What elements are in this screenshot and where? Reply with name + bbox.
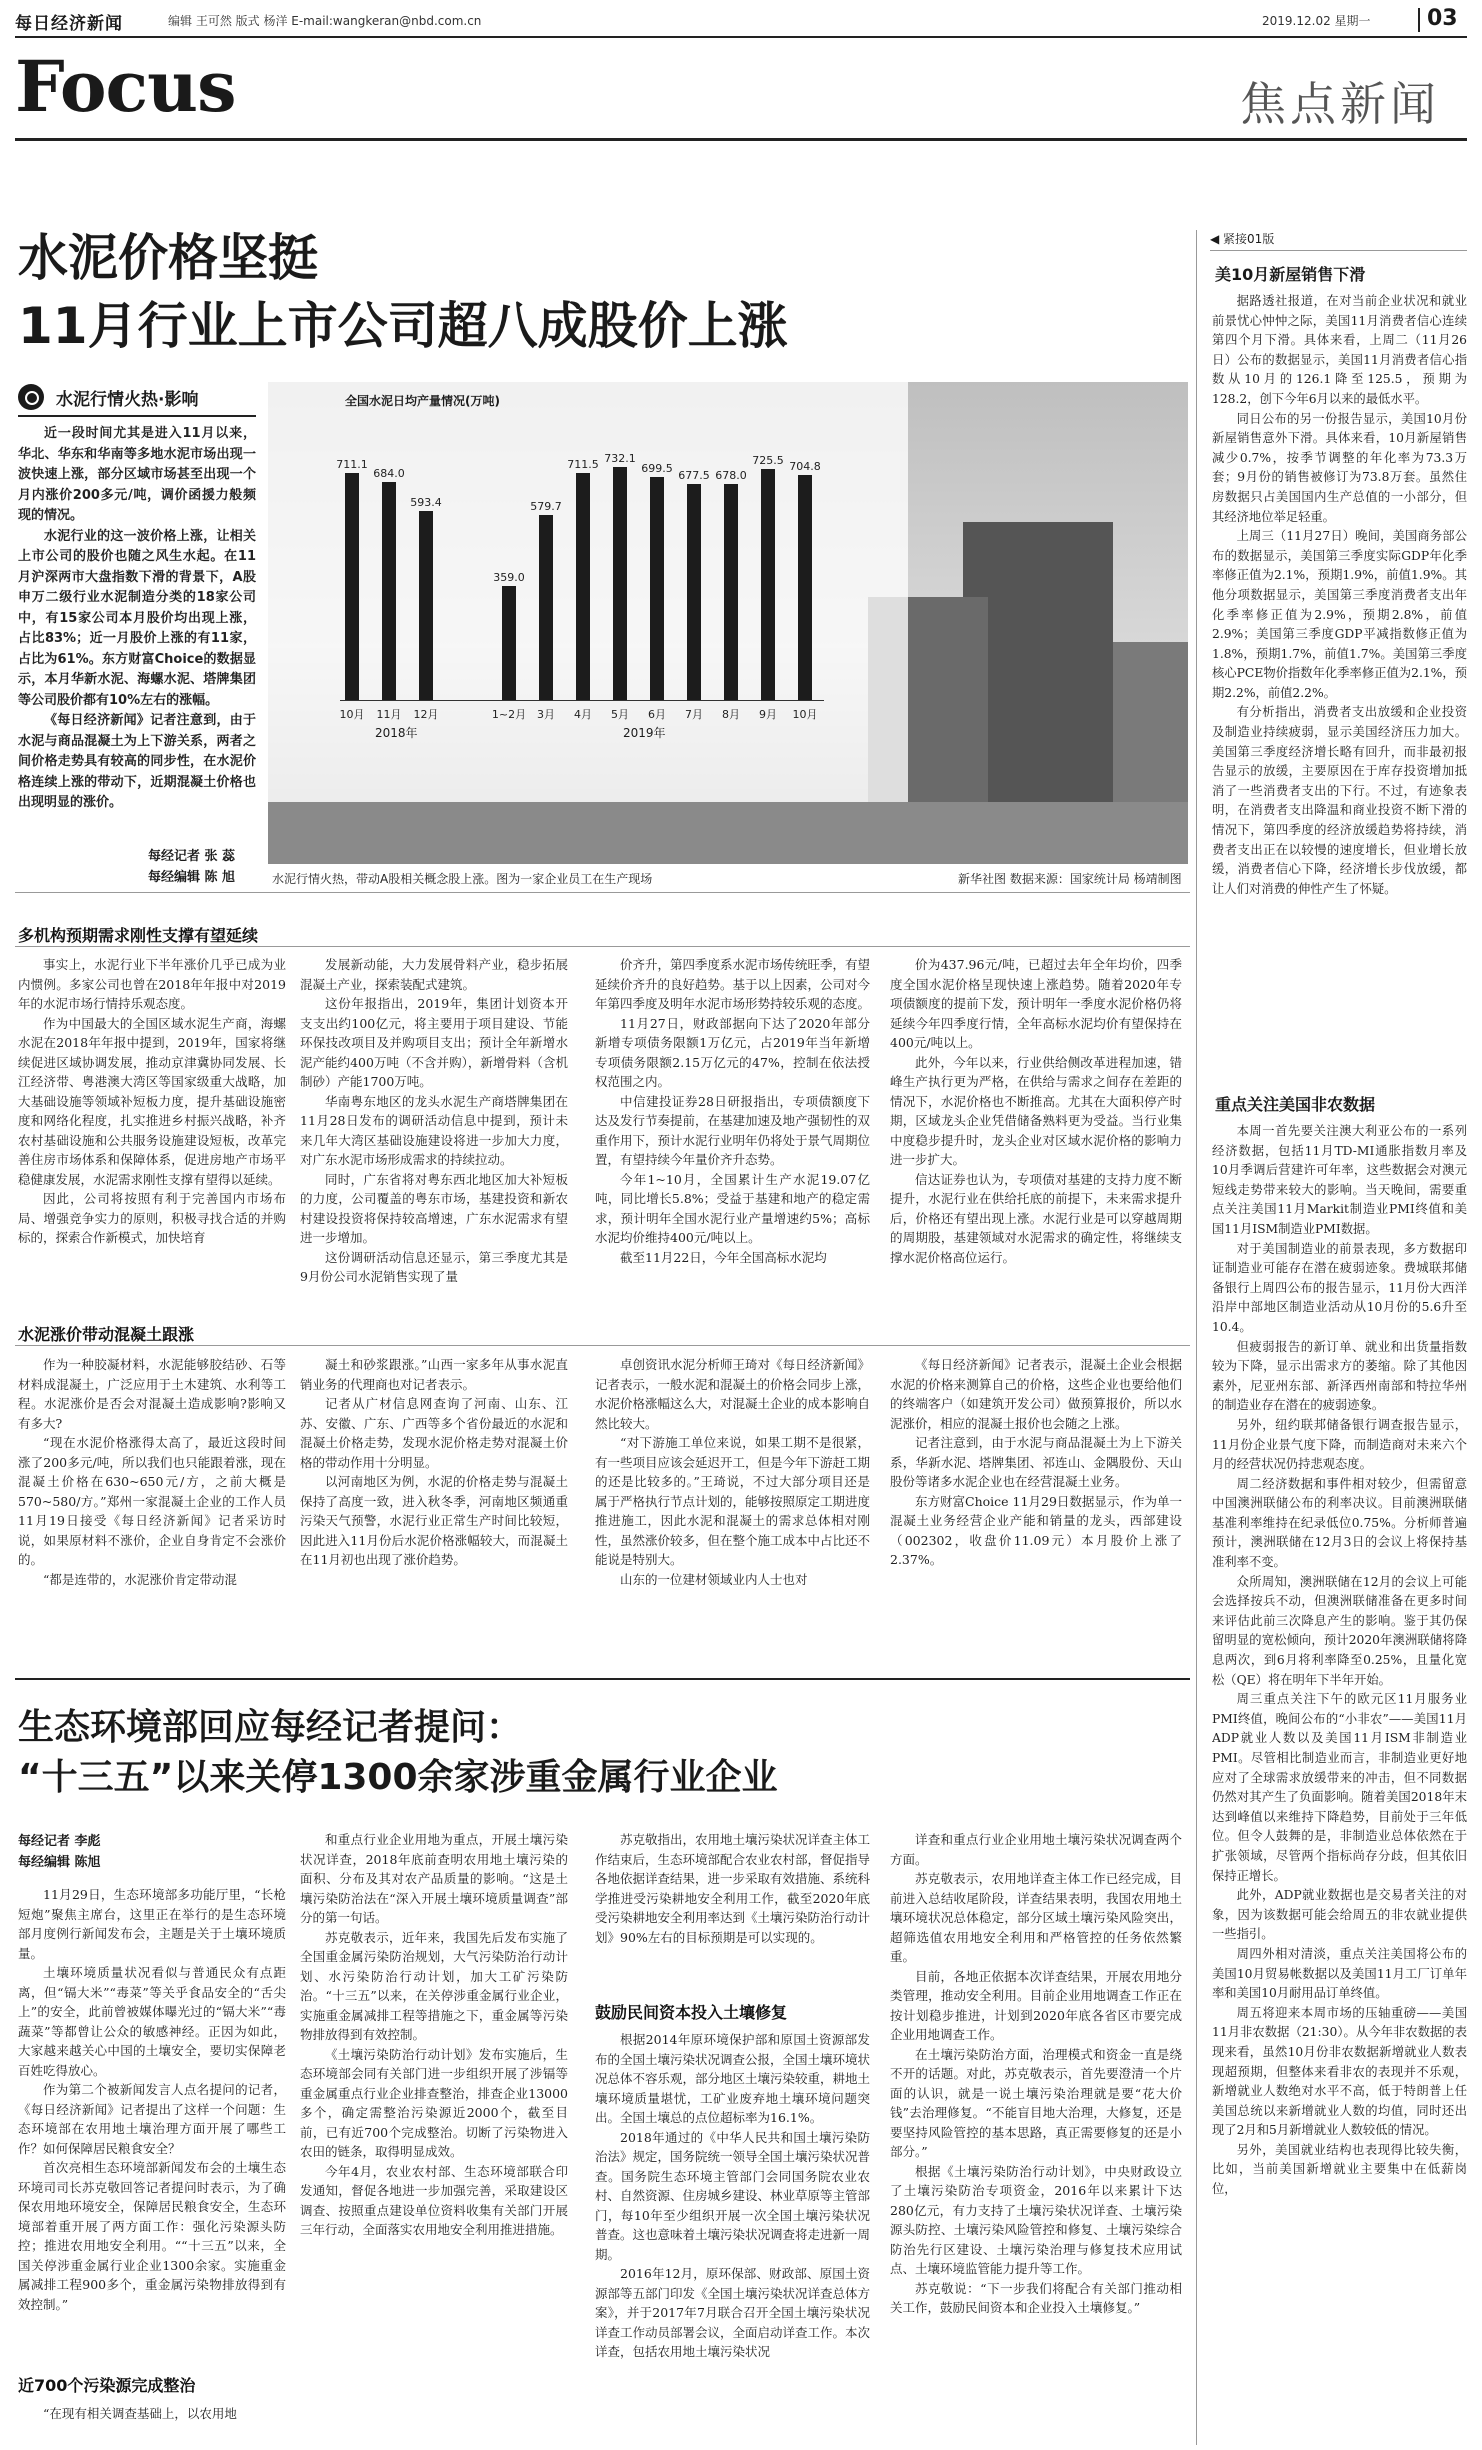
chart-value-label: 699.5 [641,462,673,476]
para: 信达证券也认为，专项债对基建的支持力度不断提升，水泥行业在供给托底的前提下，未来需求提升后，价格还有望出现上涨。水泥行业是可以穿越周期的周期股，基建领域对水泥需求的确定性，将继续支撑水泥价格高位运行。 [890,1171,1182,1265]
second-byline-reporter: 每经记者 李彪 [18,1834,101,1849]
chart-value-label: 684.0 [373,466,405,480]
chart-bar [724,484,738,700]
para: 有分析指出，消费者支出放缓和企业投资及制造业持续疲弱，显示美国经济压力加大。美国第三季度经济增长略有回升，而非最初报告显示的放缓，主要原因在于库存投资增加抵消了一些消费者支出的下行。不过，有迹象表明，在消费者支出降温和商业投资不断下滑的情况下，第四季度的经济放缓趋势将持续，消费者支出正在以较慢的速度增长，但业增长放缓，消费者信心下降，经济增长步伐放缓，都让人们对消费的伸性产生了怀疑。 [1212,705,1467,896]
subhead-2-rule [15,1345,1190,1346]
chart-x-tick: 12月 [413,708,439,721]
second-subhead-1: 近700个污染源完成整治 [18,2376,196,2395]
lead-col-4 [890,955,1182,1313]
chart-title: 全国水泥日均产量情况(万吨) [345,394,500,408]
para: 周四外相对清淡，重点关注美国将公布的美国10月贸易帐数据以及美国11月工厂订单年率和美国10月耐用品订单终值。 [1212,1946,1467,2001]
subhead-1-rule [15,946,1190,947]
lead-headline-2: 11月行业上市公司超八成股价上涨 [18,297,788,355]
chart-year-label-2019: 2019年 [623,726,666,740]
chart-x-tick: 3月 [537,708,555,721]
chart-bar [539,515,553,700]
chart-value-label: 711.5 [567,458,599,472]
tag-rule [18,415,256,417]
second-col-1-tail [18,2404,286,2444]
para: 苏克敬说：“下一步我们将配合有关部门推动相关工作，鼓励民间资本和企业投入土壤修复。” [890,2280,1182,2315]
section-title-en: Focus [15,45,236,128]
second-col-3b [595,2030,870,2445]
para: 中信建投证券28日研报指出，专项债额度下达及发行节奏提前，在基建加速及地产强韧性的双重作用下，预计水泥行业明年仍将处于景气周期位置，有望持续今年量价齐升态势。 [595,1093,870,1167]
para: 周三重点关注下午的欧元区11月服务业PMI终值，晚间公布的“小非农”——美国11月ADP就业人数以及美国11月ISM非制造业PMI。尽管相比制造业而言，非制造业更好地应对了全球需求放缓带来的冲击，但不同数据仍然对其产生了负面影响。随着美国2018年末达到峰值以来维持下降趋势，目前处于三年低位。但令人鼓舞的是，非制造业总体依然在于扩张领域，尽管两个指标尚存分歧，但其依旧保持正增长。 [1212,1692,1467,1883]
lead-col-3 [595,955,870,1313]
lead-subhead-2: 水泥涨价带动混凝土跟涨 [18,1325,195,1344]
chart-x-tick: 7月 [685,708,703,721]
chart-bar [613,467,627,700]
para: 2016年12月，原环保部、财政部、原国土资源部等五部门印发《全国土壤污染状况详查总体方案》，并于2017年7月联合召开全国土壤污染状况详查工作动员部署会议，全面启动详查工作。本次详查，包括农用地土壤污染状况 [595,2266,870,2359]
byline-editor: 每经编辑 陈 旭 [148,870,236,885]
chart-x-tick: 11月 [376,708,402,721]
para: 价为437.96元/吨，已超过去年全年均价，四季度全国水泥价格呈现快速上涨趋势。随着2020年专项债额度的提前下发，预计明年一季度水泥价格仍将延续今年四季度行情，全年高标水泥均价有望保持在400元/吨以上。 [890,957,1182,1050]
chart-bar [345,473,359,700]
lead-col-5 [18,1355,286,1655]
para: 根据2014年原环境保护部和原国土资源部发布的全国土壤污染状况调查公报，全国土壤环境状况总体不容乐观，部分地区土壤污染较重，耕地土壤环境质量堪忧，工矿业废弃地土壤环境问题突出。全国土壤总的点位超标率为16.1%。 [595,2032,870,2125]
lead-col-7 [595,1355,870,1655]
para: 今年4月，农业农村部、生态环境部联合印发通知，督促各地进一步加强完善，采取建设区调查、按照重点建设单位资料收集有关部门开展三年行动，全面落实农用地安全利用推进措施。 [300,2163,568,2237]
para: 上周三（11月27日）晚间，美国商务部公布的数据显示，美国第三季度实际GDP年化季率修正值为2.1%，预期1.9%，前值1.9%。其他分项数据显示，美国第三季度消费者支出年化季率修正值为2.9%，预期2.8%，前值2.9%；美国第三季度GDP平减指数修正值为1.8%，预期1.7%，前值1.7%。美国第三季度核心PCE物价指数年化季率修正值为2.1%，预期2.2%，前值2.2%。 [1212,529,1467,700]
second-byline-editor: 每经编辑 陈旭 [18,1855,101,1870]
summary-para-3: 《每日经济新闻》记者注意到，由于水泥与商品混凝土为上下游关系，两者之间价格走势具有较高的同步性，在水泥价格连续上涨的带动下，近期混凝土价格也出现明显的涨价。 [18,713,256,810]
lead-summary [18,424,256,834]
para: 发展新动能，大力发展骨料产业，稳步拓展混凝土产业，探索装配式建筑。 [300,957,568,992]
top-rule [15,36,1467,38]
chart-x-tick: 9月 [759,708,777,721]
chart-value-label: 593.4 [410,495,442,509]
para: 此外，今年以来，行业供给侧改革进程加速，错峰生产执行更为严格，在供给与需求之间存在差距的情况下，水泥价格也不断推高。尤其在大面积停产时期，区域龙头企业凭借储备熟料更为受益。当行业集中度稳步提升时，龙头企业对区域水泥价格的影响力进一步扩大。 [890,1054,1182,1167]
para: 在土壤污染防治方面，治理模式和资金一直是绕不开的话题。对此，苏克敬表示，首先要澄清一个片面的认识，就是一说土壤污染治理就是要“花大价钱”去治理修复。“不能盲目地大治理，大修复，还是要坚持风险管控的基本思路，真正需要修复的还是小部分。” [890,2046,1182,2159]
chart-x-tick: 10月 [339,708,365,721]
lead-col-8 [890,1355,1182,1655]
chart-value-label: 677.5 [678,469,710,483]
para: 截至11月22日，今年全国高标水泥均 [620,1249,827,1265]
chart-bar [419,511,433,700]
para: 作为第二个被新闻发言人点名提问的记者，《每日经济新闻》记者提出了这样一个问题：生态环境部在农用地土壤治理方面开展了哪些工作？如何保障居民粮食安全？ [18,2082,286,2156]
second-col-3 [595,1830,870,1990]
para: 苏克敬表示，农用地详查主体工作已经完成，目前进入总结收尾阶段，详查结果表明，我国农用地土壤环境状况总体稳定，部分区域土壤污染风险突出，超筛选值农用地安全利用和严格管控的任务依然繁重。 [890,1871,1182,1964]
rail-headline-2: 重点关注美国非农数据 [1215,1095,1376,1114]
photo-ground [268,802,1188,864]
para: 周二经济数据和事件相对较少，但需留意中国澳洲联储公布的利率决议。目前澳洲联储基准利率维持在纪录低位0.75%。分析师普遍预计，澳洲联储在12月3日的会议上将保持基准利率不变。 [1212,1476,1467,1570]
second-col-1 [18,1885,286,2355]
page-number: 03 [1427,6,1458,31]
chart-year-label-2018: 2018年 [375,726,418,740]
jump-tag-label: 紧接01版 [1223,232,1275,246]
chart-bar [687,484,701,700]
story-divider [15,1678,1190,1680]
chart-bar [502,586,516,700]
chart-value-label: 678.0 [715,468,747,482]
para: 因此，公司将按照有利于完善国内市场布局、增强竞争实力的原则，积极寻找合适的并购标的，探索合作新模式，加快培育 [18,1191,286,1245]
para: 作为中国最大的全国区域水泥生产商，海螺水泥在2018年年报中提到，2019年，国家将继续促进区域协调发展，推动京津冀协同发展、长江经济带、粤港澳大湾区等国家级重大战略，加大基础设施等领域补短板力度，提升基础设施密度和网络化程度，扎实推进乡村振兴战略，补齐农村基础设施和公共服务设施建设短板，改革完善住房市场体系和保障体系，促进房地产市场平稳健康发展，水泥需求刚性支撑有望得以延续。 [18,1015,286,1187]
para: 首次亮相生态环境部新闻发布会的土壤生态环境司司长苏克敬回答记者提问时表示，为了确保农用地环境安全，保障居民粮食安全，生态环境部着重开展了两方面工作：强化污染源头防控；推进农用地安全利用。““十三五”以来，全国关停涉重金属行业企业1300余家。实施重金属减排工程900多个，重金属污染物排放得到有效控制。” [18,2160,286,2312]
chart-bar [761,469,775,700]
para: 同日公布的另一份报告显示，美国10月份新屋销售意外下滑。具体来看，10月新屋销售减少0.7%，按季节调整的年化率为73.3万套；9月份的销售被修订为73.8万套。虽然住房数据只占美国国内生产总值的一小部分，但其经济地位举足轻重。 [1212,411,1467,524]
chart-x-tick: 5月 [611,708,629,721]
para: 苏克敬表示，近年来，我国先后发布实施了全国重金属污染防治规划，大气污染防治行动计划、水污染防治行动计划，加大工矿污染防治。“十三五”以来，在关停涉重金属行业企业，实施重金属减排工程等措施之下，重金属等污染物排放得到有效控制。 [300,1929,568,2042]
chart-bar [798,475,812,700]
chart-value-label: 725.5 [752,453,784,467]
para: 这份调研活动信息还显示，第三季度尤其是9月份公司水泥销售实现了量 [300,1249,568,1284]
rail-col-1 [1212,292,1467,1084]
caption-rule [15,892,1190,893]
header-divider [1418,8,1420,32]
summary-para-1: 近一段时间尤其是进入11月以来，华北、华东和华南等多地水泥市场出现一波快速上涨，部分区域市场甚至出现一个月内涨价200多元/吨，调价函援力般频现的情况。 [18,426,256,523]
chart-value-label: 579.7 [530,500,562,514]
chart-x-axis [340,700,824,701]
para: 华南粤东地区的龙头水泥生产商塔牌集团在11月28日发布的调研活动信息中提到，预计未来几年大湾区基础设施建设将进一步加大力度，对广东水泥市场形成需求的持续拉动。 [300,1093,568,1167]
second-headline-1: 生态环境部回应每经记者提问： [18,1707,523,1748]
rail-rule-1 [1210,250,1467,251]
lead-col-1 [18,955,286,1313]
para: 凝土和砂浆跟涨。”山西一家多年从事水泥直销业务的代理商也对记者表示。 [300,1357,568,1392]
chart-value-label: 711.1 [336,458,368,472]
para: 本周一首先要关注澳大利亚公布的一系列经济数据，包括11月TD-MI通胀指数月率及10月季调后营建许可年率，这些数据会对澳元短线走势带来较大的影响。当天晚间，需要重点关注美国11月Markit制造业PMI终值和美国11月ISM制造业PMI数据。 [1212,1124,1467,1236]
para: 但疲弱报告的新订单、就业和出货量指数较为下降，显示出需求方的萎缩。除了其他因素外，尼亚州东部、新泽西州南部和特拉华州的制造业存在潜在的疲弱迹象。 [1212,1339,1467,1413]
chart-value-label: 704.8 [789,460,821,474]
para: 《每日经济新闻》记者表示，混凝土企业会根据水泥的价格来测算自己的价格，这些企业也要给他们的终端客户（如建筑开发公司）做预算报价，所以水泥涨价，相应的混凝土报价也会随之上涨。 [890,1357,1182,1431]
para: 11月27日，财政部据向下达了2020年部分新增专项债务限额1万亿元，占2019年当年新增专项债务限额2.15万亿元的47%，控制在依法授权范围之内。 [595,1015,870,1089]
para: 周五将迎来本周市场的压轴重磅——美国11月非农数据（21:30）。从今年非农数据的表现来看，虽然10月份非农数据新增就业人数表现超预期，但整体来看非农的表现并不乐观，新增就业人数绝对水平不高，低于特朗普上任美国总统以来新增就业人数的均值，同时还出现了2月和5月新增就业人数较低的情况。 [1212,2005,1467,2138]
para: 据路透社报道，在对当前企业状况和就业前景忧心忡忡之际，美国11月消费者信心连续第四个月下滑。具体来看，上周二（11月26日）公布的数据显示，美国11月消费者信心指数从10月的126.1降至125.5，预期为128.2，创下今年6月以来的最低水平。 [1212,294,1467,406]
para: “现在水泥价格涨得太高了，最近这段时间涨了200多元/吨，所以我们也只能跟着涨，现在混凝土价格在630~650元/方，之前大概是570~580/方。”郑州一家混凝土企业的工作人员11月19日接受《每日经济新闻》记者采访时说，如果原材料不涨价，企业自身肯定不会涨价的。 [18,1435,286,1567]
para: “在现有相关调查基础上，以农用地 [43,2406,237,2421]
issue-date: 2019.12.02 星期一 [1262,14,1371,28]
para: 2018年通过的《中华人民共和国土壤污染防治法》规定，国务院统一领导全国土壤污染状况普查。国务院生态环境主管部门会同国务院农业农村、自然资源、住房城乡建设、林业草原等主管部门，每10年至少组织开展一次全国土壤污染状况普查。这也意味着土壤污染状况调查将走进新一周期。 [595,2129,870,2262]
para: 11月29日，生态环境部多功能厅里，“长枪短炮”聚焦主席台，这里正在举行的是生态环境部月度例行新闻发布会，主题是关于土壤环境质量。 [18,1887,286,1961]
chart-x-tick: 8月 [722,708,740,721]
chart-bar [650,477,664,700]
chart-bar [576,473,590,700]
second-col-4 [890,1830,1182,2445]
para: 事实上，水泥行业下半年涨价几乎已成为业内惯例。多家公司也曾在2018年年报中对2019年的水泥市场行情持乐观态度。 [18,957,286,1011]
chart-bar [382,482,396,700]
para: 此外，ADP就业数据也是交易者关注的对象，因为该数据可能会给周五的非农就业提供一些指引。 [1212,1888,1467,1942]
para: 详查和重点行业企业用地土壤污染状况调查两个方面。 [890,1832,1182,1867]
tag-icon-inner [25,391,39,405]
para: 以河南地区为例，水泥的价格走势与混凝土保持了高度一致，进入秋冬季，河南地区频通重污染天气预警，水泥行业正常生产时间比较短，因此进入11月份后水泥价格涨幅较大，而混凝土在11月初也出现了涨价趋势。 [300,1474,568,1567]
para: “都是连带的，水泥涨价肯定带动混 [43,1571,237,1587]
lead-col-6 [300,1355,568,1655]
rail-col-2 [1212,1122,1467,2445]
rail-divider [1196,230,1197,2445]
lead-subhead-1: 多机构预期需求刚性支撑有望延续 [18,926,259,945]
lead-headline-1: 水泥价格坚挺 [18,229,318,287]
chart-plot [336,382,980,802]
chart-x-tick: 1~2月 [491,708,527,721]
para: 众所周知，澳洲联储在12月的会议上可能会选择按兵不动，但澳洲联储准备在更多时间来评估此前三次降息产生的影响。鉴于其仍保留明显的宽松倾向，预计2020年澳洲联储将降息两次，到6月将利率降至0.25%，且量化宽松（QE）将在明年下半年开始。 [1212,1574,1467,1687]
para: 另外，美国就业结构也表现得比较失衡，比如，当前美国新增就业主要集中在低薪岗位， [1212,2142,1467,2197]
photo-caption: 水泥行情火热，带动A股相关概念股上涨。图为一家企业员工在生产现场 [272,872,653,886]
chart-x-tick: 4月 [574,708,592,721]
para: 苏克敬指出，农用地土壤污染状况详查主体工作结束后，生态环境部配合农业农村部，督促指导各地依据详查结果，进一步采取有效措施、系统科学推进受污染耕地安全利用工作，截至2020年底受污染耕地安全利用率达到《土壤污染防治行动计划》90%左右的目标预期是可以实现的。 [595,1832,870,1945]
byline-reporter: 每经记者 张 蕊 [148,849,236,864]
para: 这份年报指出，2019年，集团计划资本开支支出约100亿元，将主要用于项目建设、节能环保技改项目及并购项目支出；预计全年新增水泥产能约400万吨（不含并购），新增骨料（含机制砂）产能1700万吨。 [300,996,568,1089]
photo-credit: 新华社图 数据来源：国家统计局 杨靖制图 [958,872,1182,886]
chart-value-label: 359.0 [493,570,525,584]
para: 卓创资讯水泥分析师王琦对《每日经济新闻》记者表示，一般水泥和混凝土的价格会同步上涨，水泥价格涨幅这么大，对混凝土企业的成本影响自然比较大。 [595,1357,870,1431]
para: 对于美国制造业的前景表现，多方数据印证制造业可能存在潜在疲弱迹象。费城联邦储备银行上周四公布的报告显示，11月份大西洋沿岸中部地区制造业活动从10月份的5.6升至10.4。 [1212,1241,1467,1334]
section-title-cn: 焦点新闻 [1240,77,1440,131]
para: 作为一种胶凝材料，水泥能够胶结砂、石等材料成混凝土，广泛应用于土木建筑、水利等工程。水泥涨价是否会对混凝土造成影响?影响又有多大? [18,1357,286,1431]
section-rule [15,138,1467,141]
lead-tag: 水泥行情火热·影响 [56,390,199,410]
chart-value-label: 732.1 [604,451,636,465]
second-col-2 [300,1830,568,2445]
para: 今年1~10月，全国累计生产水泥19.07亿吨，同比增长5.8%；受益于基建和地产的稳定需求，预计明年全国水泥行业产量增速约5%；高标水泥均价维持400元/吨以上。 [595,1171,870,1245]
para: “对下游施工单位来说，如果工期不是很紧，有一些项目应该会延迟开工，但是今年下游赶工期的还是比较多的。”王琦说，不过大部分项目还是属于严格执行节点计划的，能够按照原定工期进度推进施工，因此水泥和混凝土的需求总体相对刚性，虽然涨价较多，但在整个施工成本中占比还不能说是特别大。 [595,1435,870,1567]
lead-col-2 [300,955,568,1313]
para: 另外，纽约联邦储备银行调查报告显示，11月份企业景气度下降，而制造商对未来六个月的经营状况仍持悲观态度。 [1212,1417,1467,1472]
summary-para-2: 水泥行业的这一波价格上涨，让相关上市公司的股价也随之风生水起。在11月沪深两市大盘指数下滑的背景下，A股申万二级行业水泥制造分类的18家公司中，有15家公司本月股价均出现上涨，占比83%；近一月股价上涨的有11家，占比为61%。东方财富Choice的数据显示，本月华新水泥、海螺水泥、塔牌集团等公司股价都有10%左右的涨幅。 [18,528,256,708]
para: 同时，广东省将对粤东西北地区加大补短板的力度，公司覆盖的粤东市场，基建投资和新农村建设投资将保持较高增速，广东水泥需求有望进一步增加。 [300,1171,568,1245]
rail-headline-1: 美10月新屋销售下滑 [1215,265,1366,284]
editor-line: 编辑 王可然 版式 杨洋 E-mail:wangkeran@nbd.com.cn [168,14,482,28]
chart-x-tick: 6月 [648,708,666,721]
para: 价齐升，第四季度系水泥市场传统旺季，有望延续价齐升的良好趋势。基于以上因素，公司对今年第四季度及明年水泥市场形势持较乐观的态度。 [595,957,870,1011]
para: 记者注意到，由于水泥与商品混凝土为上下游关系，华新水泥、塔牌集团、祁连山、金隅股份、天山股份等诸多水泥企业也在经营混凝土业务。 [890,1435,1182,1489]
para: 目前，各地正依据本次详查结果，开展农用地分类管理，推动安全利用。目前企业用地调查工作正在按计划稳步推进，计划到2020年底各省区市要完成企业用地调查工作。 [890,1968,1182,2042]
jump-tag: ◀ 紧接01版 [1210,232,1275,246]
para: 根据《土壤污染防治行动计划》，中央财政设立了土壤污染防治专项资金，2016年以来累计下达280亿元，有力支持了土壤污染状况详查、土壤污染源头防控、土壤污染风险管控和修复、土壤污染综合防治先行区建设、土壤污染治理与修复技术应用试点、土壤环境监管能力提升等工作。 [890,2163,1182,2276]
para: 土壤环境质量状况看似与普通民众有点距离，但“镉大米”“毒菜”等关乎食品安全的“舌尖上”的安全，此前曾被媒体曝光过的“镉大米”“毒蔬菜”等都曾让公众的敏感神经。正因为如此，大家越来越关心中国的土壤安全，要切实保障老百姓吃得放心。 [18,1965,286,2078]
para: 山东的一位建材领域业内人士也对 [620,1571,808,1587]
chart-x-tick: 10月 [792,708,818,721]
para: 和重点行业企业用地为重点，开展土壤污染状况详查，2018年底前查明农用地土壤污染的面积、分布及其对农产品质量的影响。“这是土壤污染防治法在“深入开展土壤环境质量调查”部分的第一句话。 [300,1832,568,1925]
para: 记者从广材信息网查询了河南、山东、江苏、安徽、广东、广西等多个省份最近的水泥和混凝土价格走势，发现水泥价格走势对混凝土价格的带动作用十分明显。 [300,1396,568,1470]
para: 《土壤污染防治行动计划》发布实施后，生态环境部会同有关部门进一步组织开展了涉镉等重金属重点行业企业排查整治，排查企业13000多个，确定需整治污染源近2000个，截至目前，已有近700个完成整治。切断了污染物进入农田的链条，取得明显成效。 [300,2046,568,2159]
para: 东方财富Choice 11月29日数据显示，作为单一混凝土业务经营企业产能和销量的龙头，西部建设（002302，收盘价11.09元）本月股价上涨了2.37%。 [890,1493,1182,1567]
second-subhead-2: 鼓励民间资本投入土壤修复 [595,2003,788,2022]
masthead: 每日经济新闻 [15,14,123,34]
second-headline-2: “十三五”以来关停1300余家涉重金属行业企业 [18,1757,778,1798]
